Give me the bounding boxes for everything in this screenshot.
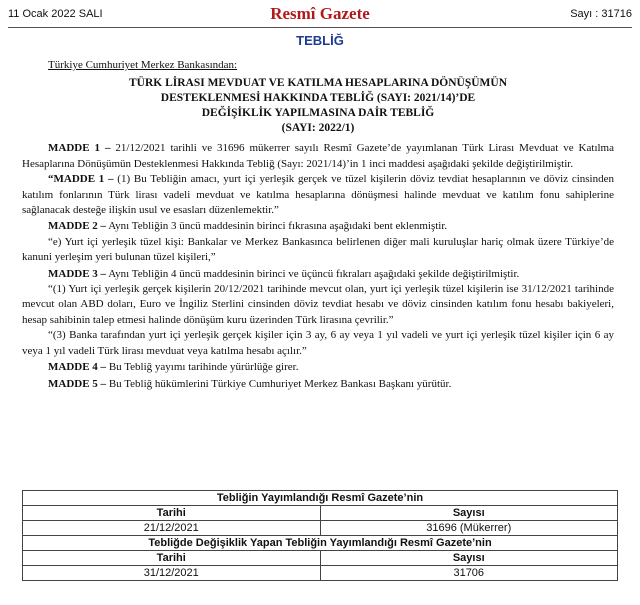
article-3-label: MADDE 3 – <box>48 267 107 280</box>
article-3-quote-1: “(1) Yurt içi yerleşik gerçek kişilerin 20/12/2021 tarihinde mevcut olan, yurt içi yerleşik tüzel kişilerin ise 31/12/2021 tarihinde mevcut olan ABD doları, Euro ve İngiliz Sterlini cinsinden döviz tevdiat hesabı ve döviz cinsinden katılım fonu hesabı bakiyeleri, hesap sahibinin talep etmesi halinde dönüşüm kuru üzerinden Türk lirasına çevrilir.” <box>22 283 614 326</box>
document-body <box>22 58 614 392</box>
article-5 <box>22 377 614 392</box>
table-header-row <box>23 506 618 521</box>
table-title-2: Tebliğde Değişiklik Yapan Tebliğin Yayımlandığı Resmî Gazete’nin <box>23 536 618 551</box>
article-4-label: MADDE 4 – <box>48 361 107 374</box>
table-header-row <box>23 551 618 566</box>
issuer-line: Türkiye Cumhuriyet Merkez Bankasından: <box>48 59 238 71</box>
heading-line-4: (SAYI: 2022/1) <box>281 122 355 135</box>
article-2 <box>22 219 614 234</box>
col-header-number: Sayısı <box>320 506 618 521</box>
table-row <box>23 521 618 536</box>
article-3-quote-2: “(3) Banka tarafından yurt içi yerleşik gerçek kişiler için 3 ay, 6 ay veya 1 yıl vadeli ve yurt içi yerleşik tüzel kişiler için 6 ay veya 1 yıl vadeli Türk lirası mevduat veya katılma hesabı açılır.” <box>22 329 614 357</box>
article-2-label: MADDE 2 – <box>48 220 107 233</box>
table-title-row <box>23 536 618 551</box>
table-title-1: Tebliğin Yayımlandığı Resmî Gazete’nin <box>23 491 618 506</box>
header-divider <box>8 27 632 28</box>
col-header-number-2: Sayısı <box>320 551 618 566</box>
table-title-row <box>23 491 618 506</box>
col-header-date: Tarihi <box>23 506 321 521</box>
row-1-number: 31696 (Mükerrer) <box>320 521 618 536</box>
gazette-issue-number: Sayı : 31716 <box>570 8 632 20</box>
heading-line-2: DESTEKLENMESİ HAKKINDA TEBLİĞ (SAYI: 2021/14)’DE <box>160 92 476 105</box>
col-header-date-2: Tarihi <box>23 551 321 566</box>
article-4-text: Bu Tebliğ yayımı tarihinde yürürlüğe girer. <box>106 361 299 374</box>
table-row <box>23 566 618 581</box>
document-heading <box>22 76 614 136</box>
heading-line-3: DEĞİŞİKLİK YAPILMASINA DAİR TEBLİĞ <box>201 107 435 120</box>
gazette-title: Resmî Gazete <box>270 4 370 23</box>
row-2-number: 31706 <box>320 566 618 581</box>
row-2-date: 31/12/2021 <box>23 566 321 581</box>
article-3 <box>22 267 614 282</box>
article-5-text: Bu Tebliğ hükümlerini Türkiye Cumhuriyet Merkez Bankası Başkanı yürütür. <box>106 377 452 390</box>
row-1-date: 21/12/2021 <box>23 521 321 536</box>
article-1-quote <box>22 172 614 218</box>
article-1-label: MADDE 1 – <box>48 142 111 155</box>
article-1-quote-label: “MADDE 1 – <box>48 173 114 186</box>
gazette-date: 11 Ocak 2022 SALI <box>8 8 103 20</box>
article-1 <box>22 141 614 172</box>
article-2-text: Aynı Tebliğin 3 üncü maddesinin birinci fıkrasına aşağıdaki bent eklenmiştir. <box>106 220 448 233</box>
article-5-label: MADDE 5 – <box>48 377 107 390</box>
heading-line-1: TÜRK LİRASI MEVDUAT VE KATILMA HESAPLARINA DÖNÜŞÜMÜN <box>128 77 508 90</box>
section-title: TEBLİĞ <box>296 33 344 48</box>
gazette-header <box>8 4 632 26</box>
publication-table <box>22 490 618 581</box>
article-3-text: Aynı Tebliğin 4 üncü maddesinin birinci ve üçüncü fıkraları aşağıdaki şekilde değiştirilmiştir. <box>106 267 520 280</box>
article-2-quote: “e) Yurt içi yerleşik tüzel kişi: Bankalar ve Merkez Bankasınca belirlenen diğer mali kuruluşlar hariç olmak üzere Türkiye’de kanuni yerleşim yeri bulunan tüzel kişileri,” <box>22 235 614 264</box>
article-4 <box>22 360 614 375</box>
article-1-text: 21/12/2021 tarihli ve 31696 mükerrer sayılı Resmî Gazete’de yayımlanan Türk Lirası Mevduat ve Katılma Hesaplarına Dönüşümün Desteklenmesi Hakkında Tebliğ (Sayı: 2021/14)’in 1 inci maddesi aşağıdaki şekilde değiştirilmiştir. <box>22 142 614 170</box>
article-1-quote-text: (1) Bu Tebliğin amacı, yurt içi yerleşik gerçek ve tüzel kişilerin döviz tevdiat hesaplarının ve döviz cinsinden katılım fonlarının Türk lirası vadeli mevduat ve katılma hesaplarına dönüşmesi halinde mevduat ve katılım fonu sahiplerine sağlanacak desteğe ilişkin usul ve esasları düzenlemektir.” <box>22 173 614 217</box>
